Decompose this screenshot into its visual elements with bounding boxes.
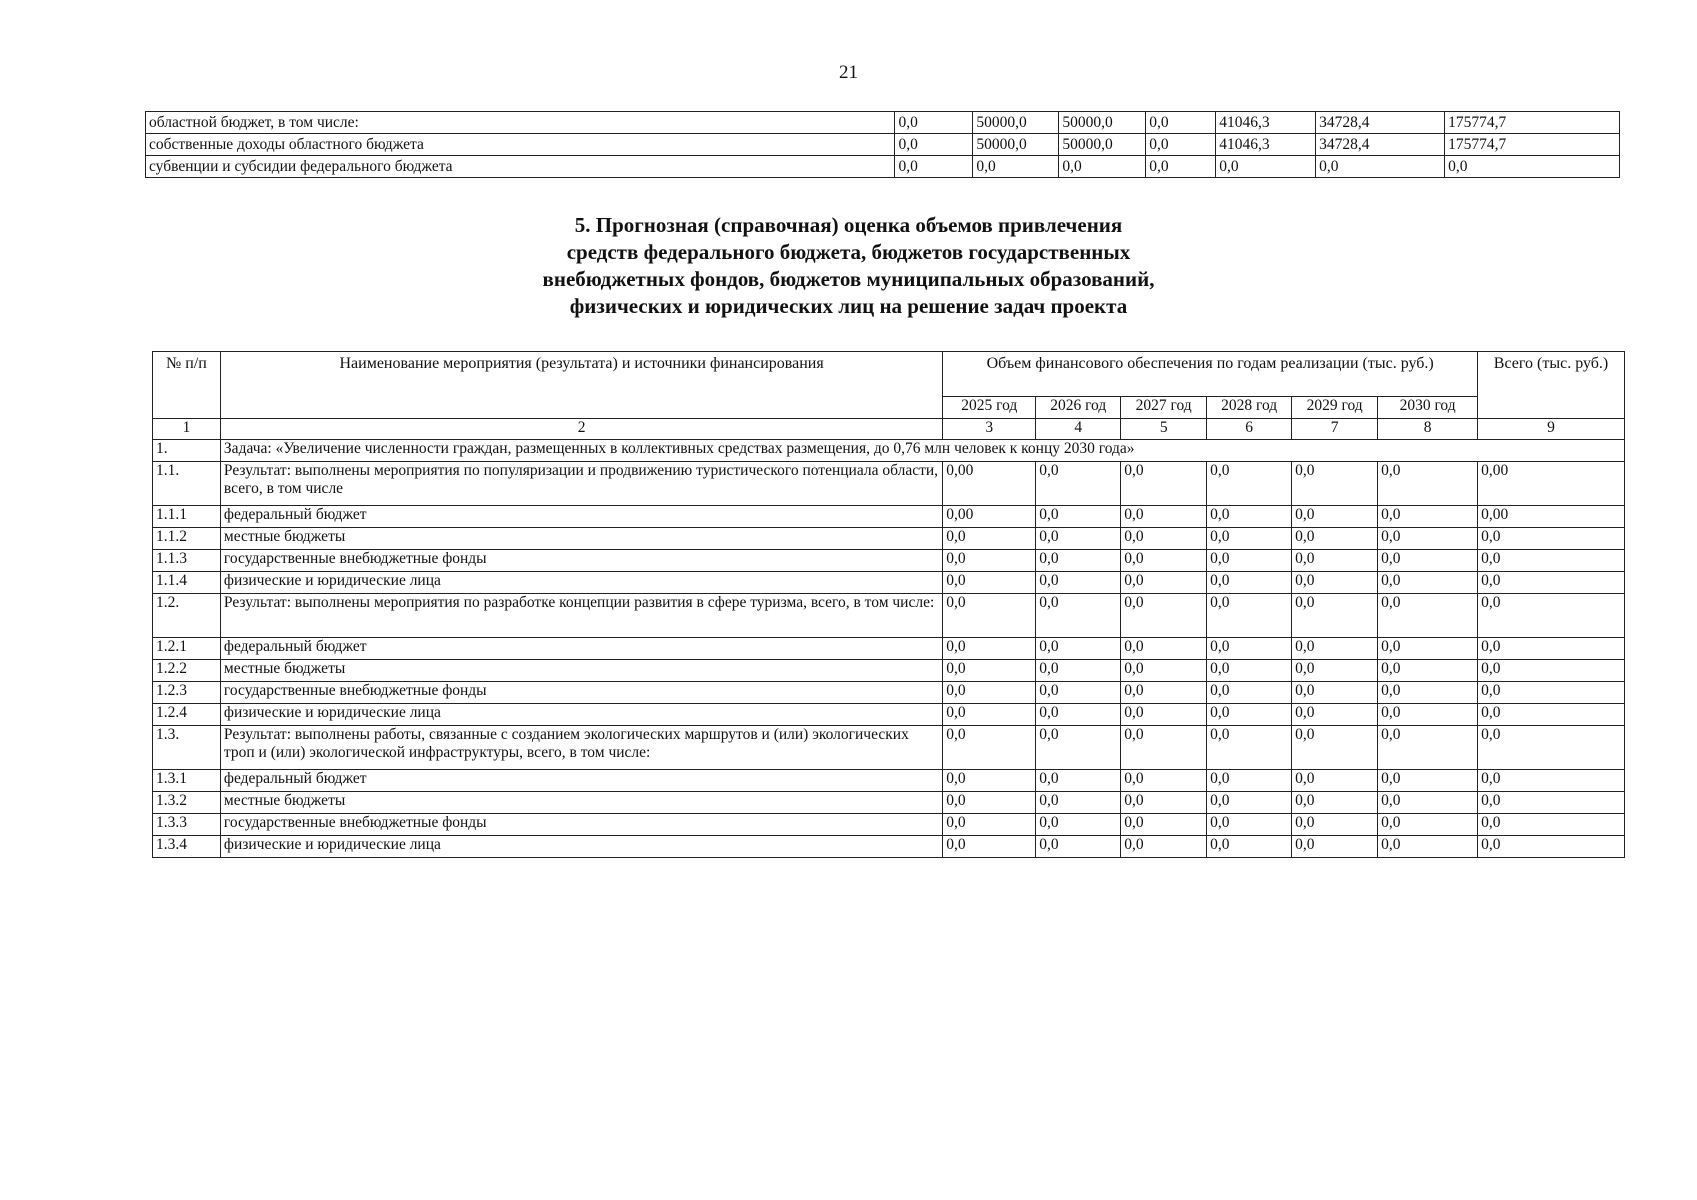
row-value: 0,0 [1121, 462, 1207, 506]
header-total: Всего (тыс. руб.) [1478, 352, 1625, 419]
table-row [153, 550, 1625, 572]
row-value: 0,0 [1292, 704, 1378, 726]
row-value: 50000,0 [973, 134, 1059, 156]
row-value: 0,0 [1292, 770, 1378, 792]
row-value: 0,0 [943, 836, 1036, 858]
row-value: 0,0 [1036, 572, 1121, 594]
row-value: 0,0 [943, 660, 1036, 682]
row-name: областной бюджет, в том числе: [146, 112, 895, 134]
row-num: 1.2.1 [153, 638, 221, 660]
row-value: 0,0 [1121, 682, 1207, 704]
row-value: 0,0 [1316, 156, 1445, 178]
header-year: 2029 год [1292, 397, 1378, 419]
row-value: 0,0 [1478, 682, 1625, 704]
row-value: 0,0 [1121, 704, 1207, 726]
row-value: 0,0 [1378, 462, 1478, 506]
row-name: федеральный бюджет [220, 770, 942, 792]
row-value: 0,0 [1036, 550, 1121, 572]
row-value: 0,0 [1292, 682, 1378, 704]
column-number: 3 [943, 419, 1036, 440]
row-value: 0,0 [1121, 770, 1207, 792]
row-value: 0,00 [1478, 506, 1625, 528]
row-value: 0,0 [1292, 792, 1378, 814]
table-row [153, 462, 1625, 506]
row-value: 0,0 [1216, 156, 1316, 178]
row-name: субвенции и субсидии федерального бюджета [146, 156, 895, 178]
row-value: 0,0 [1207, 638, 1292, 660]
row-value: 0,0 [1036, 682, 1121, 704]
row-num: 1.1.3 [153, 550, 221, 572]
row-num: 1.1.1 [153, 506, 221, 528]
header-volume: Объем финансового обеспечения по годам реализации (тыс. руб.) [943, 352, 1478, 397]
row-value: 0,0 [1478, 594, 1625, 638]
row-value: 0,0 [1378, 792, 1478, 814]
row-value: 0,0 [1207, 682, 1292, 704]
row-value: 0,0 [895, 134, 973, 156]
row-value: 0,0 [943, 704, 1036, 726]
row-value: 0,0 [1478, 726, 1625, 770]
row-value: 0,0 [1121, 836, 1207, 858]
row-value: 0,0 [1292, 726, 1378, 770]
row-value: 0,00 [943, 506, 1036, 528]
table-row [153, 506, 1625, 528]
row-value: 0,0 [1121, 792, 1207, 814]
row-value: 0,0 [1059, 156, 1146, 178]
row-value: 41046,3 [1216, 134, 1316, 156]
row-value: 0,0 [1292, 528, 1378, 550]
row-num: 1.3.1 [153, 770, 221, 792]
row-num: 1.2.2 [153, 660, 221, 682]
row-name: местные бюджеты [220, 792, 942, 814]
table-row [153, 682, 1625, 704]
row-value: 0,0 [1121, 528, 1207, 550]
row-value: 0,0 [1036, 660, 1121, 682]
table-row [153, 660, 1625, 682]
column-number: 8 [1378, 419, 1478, 440]
row-value: 34728,4 [1316, 112, 1445, 134]
row-value: 0,0 [1378, 726, 1478, 770]
row-value: 0,0 [1292, 572, 1378, 594]
table-row [146, 112, 1620, 134]
table-row [153, 770, 1625, 792]
row-value: 0,0 [1121, 814, 1207, 836]
row-value: 0,0 [1478, 660, 1625, 682]
table-row [153, 792, 1625, 814]
table-row [153, 528, 1625, 550]
row-value: 0,0 [1036, 638, 1121, 660]
table-row [153, 638, 1625, 660]
row-value: 0,0 [1478, 770, 1625, 792]
row-value: 0,0 [1036, 704, 1121, 726]
row-value: 0,0 [1292, 550, 1378, 572]
row-num: 1.1.4 [153, 572, 221, 594]
header-num: № п/п [153, 352, 221, 419]
row-name: местные бюджеты [220, 660, 942, 682]
task-text: Задача: «Увеличение численности граждан, размещенных в коллективных средствах размещения, до 0,76 млн человек к концу 2030 года» [220, 440, 1624, 462]
table-row [153, 814, 1625, 836]
section-title-line: 5. Прогнозная (справочная) оценка объемов привлечения [574, 213, 1123, 237]
row-value: 0,0 [1478, 814, 1625, 836]
row-name: местные бюджеты [220, 528, 942, 550]
row-value: 0,0 [1378, 638, 1478, 660]
row-value: 0,0 [895, 156, 973, 178]
row-num: 1.2.4 [153, 704, 221, 726]
row-value: 0,0 [943, 682, 1036, 704]
column-number: 5 [1121, 419, 1207, 440]
table-row [153, 594, 1625, 638]
row-value: 0,0 [1036, 462, 1121, 506]
row-num: 1.3.2 [153, 792, 221, 814]
row-name: Результат: выполнены работы, связанные с созданием экологических маршрутов и (или) экологических троп и (или) экологической инфраструктуры, всего, в том числе: [220, 726, 942, 770]
row-value: 0,0 [1378, 836, 1478, 858]
row-value: 0,0 [1036, 836, 1121, 858]
row-value: 0,0 [1478, 572, 1625, 594]
row-value: 0,0 [1207, 814, 1292, 836]
row-name: физические и юридические лица [220, 572, 942, 594]
row-value: 175774,7 [1445, 112, 1620, 134]
column-number: 9 [1478, 419, 1625, 440]
row-value: 0,0 [1292, 594, 1378, 638]
row-value: 0,0 [1378, 594, 1478, 638]
header-year: 2030 год [1378, 397, 1478, 419]
row-value: 0,0 [943, 792, 1036, 814]
row-name: Результат: выполнены мероприятия по разработке концепции развития в сфере туризма, всего, в том числе: [220, 594, 942, 638]
row-value: 0,0 [1378, 704, 1478, 726]
row-value: 175774,7 [1445, 134, 1620, 156]
table-row [153, 836, 1625, 858]
row-value: 0,0 [1378, 506, 1478, 528]
row-name: государственные внебюджетные фонды [220, 814, 942, 836]
header-year: 2025 год [943, 397, 1036, 419]
column-number: 2 [220, 419, 942, 440]
row-value: 0,0 [1478, 704, 1625, 726]
row-value: 0,0 [1207, 770, 1292, 792]
row-value: 41046,3 [1216, 112, 1316, 134]
row-value: 0,0 [1292, 638, 1378, 660]
row-value: 0,0 [943, 528, 1036, 550]
row-value: 0,0 [1292, 660, 1378, 682]
row-value: 0,0 [1036, 594, 1121, 638]
row-value: 0,0 [943, 770, 1036, 792]
header-year: 2028 год [1207, 397, 1292, 419]
page-number: 21 [839, 62, 858, 83]
section-title-line: физических и юридических лиц на решение задач проекта [569, 294, 1128, 318]
column-number: 6 [1207, 419, 1292, 440]
row-value: 0,0 [1207, 704, 1292, 726]
row-value: 0,0 [1207, 550, 1292, 572]
row-value: 0,0 [1146, 134, 1216, 156]
row-value: 0,0 [1378, 572, 1478, 594]
row-value: 0,0 [1378, 528, 1478, 550]
row-value: 0,0 [1146, 112, 1216, 134]
row-value: 0,0 [1121, 726, 1207, 770]
row-value: 0,0 [1121, 550, 1207, 572]
row-value: 0,0 [1478, 528, 1625, 550]
row-value: 0,0 [1292, 462, 1378, 506]
row-value: 0,0 [895, 112, 973, 134]
row-value: 0,0 [1036, 726, 1121, 770]
row-value: 50000,0 [1059, 134, 1146, 156]
table-row [146, 156, 1620, 178]
row-value: 0,0 [1292, 506, 1378, 528]
row-num: 1.2. [153, 594, 221, 638]
budget-summary-table [145, 111, 1620, 178]
row-value: 0,0 [1207, 836, 1292, 858]
column-number: 1 [153, 419, 221, 440]
table-row [146, 134, 1620, 156]
row-name: федеральный бюджет [220, 506, 942, 528]
row-name: федеральный бюджет [220, 638, 942, 660]
row-num: 1.1. [153, 462, 221, 506]
row-value: 0,0 [1036, 792, 1121, 814]
row-value: 0,0 [1121, 572, 1207, 594]
row-name: государственные внебюджетные фонды [220, 682, 942, 704]
row-value: 0,0 [943, 814, 1036, 836]
header-name: Наименование мероприятия (результата) и источники финансирования [220, 352, 942, 419]
row-name: физические и юридические лица [220, 836, 942, 858]
row-name: физические и юридические лица [220, 704, 942, 726]
row-value: 0,0 [1292, 814, 1378, 836]
row-value: 0,0 [1478, 792, 1625, 814]
table-row [153, 726, 1625, 770]
row-num: 1.1.2 [153, 528, 221, 550]
row-value: 34728,4 [1316, 134, 1445, 156]
row-value: 0,0 [1478, 638, 1625, 660]
row-value: 0,00 [1478, 462, 1625, 506]
row-value: 0,0 [1292, 836, 1378, 858]
row-value: 0,0 [1121, 638, 1207, 660]
header-year: 2026 год [1036, 397, 1121, 419]
row-value: 0,0 [943, 638, 1036, 660]
task-num: 1. [153, 440, 221, 462]
row-name: собственные доходы областного бюджета [146, 134, 895, 156]
row-value: 0,0 [1036, 528, 1121, 550]
row-value: 0,0 [1478, 550, 1625, 572]
row-num: 1.3.4 [153, 836, 221, 858]
row-value: 0,0 [1146, 156, 1216, 178]
row-value: 0,0 [1207, 572, 1292, 594]
table-row [153, 704, 1625, 726]
section-title [0, 212, 1697, 320]
row-num: 1.3. [153, 726, 221, 770]
row-num: 1.3.3 [153, 814, 221, 836]
row-value: 0,0 [1036, 814, 1121, 836]
row-value: 0,0 [1121, 594, 1207, 638]
row-value: 0,0 [1036, 770, 1121, 792]
row-value: 0,0 [1445, 156, 1620, 178]
header-year: 2027 год [1121, 397, 1207, 419]
row-value: 0,0 [943, 726, 1036, 770]
row-num: 1.2.3 [153, 682, 221, 704]
row-value: 0,0 [1121, 660, 1207, 682]
row-value: 0,0 [1378, 770, 1478, 792]
row-value: 0,0 [1378, 682, 1478, 704]
section-title-line: внебюджетных фондов, бюджетов муниципальных образований, [542, 267, 1155, 291]
row-value: 0,0 [943, 550, 1036, 572]
row-value: 0,0 [1378, 660, 1478, 682]
column-number: 4 [1036, 419, 1121, 440]
row-value: 0,0 [1207, 726, 1292, 770]
row-value: 0,0 [1036, 506, 1121, 528]
funding-table [152, 351, 1625, 858]
row-value: 0,0 [1378, 550, 1478, 572]
row-value: 0,0 [1207, 462, 1292, 506]
row-value: 0,0 [1378, 814, 1478, 836]
section-title-line: средств федерального бюджета, бюджетов государственных [566, 240, 1131, 264]
column-number: 7 [1292, 419, 1378, 440]
row-value: 0,00 [943, 462, 1036, 506]
row-value: 0,0 [1121, 506, 1207, 528]
row-value: 0,0 [1207, 792, 1292, 814]
row-value: 0,0 [973, 156, 1059, 178]
row-value: 50000,0 [1059, 112, 1146, 134]
row-value: 50000,0 [973, 112, 1059, 134]
row-value: 0,0 [1207, 594, 1292, 638]
row-value: 0,0 [1478, 836, 1625, 858]
row-value: 0,0 [1207, 506, 1292, 528]
row-value: 0,0 [1207, 660, 1292, 682]
row-name: Результат: выполнены мероприятия по популяризации и продвижению туристического потенциала области, всего, в том числе [220, 462, 942, 506]
row-name: государственные внебюджетные фонды [220, 550, 942, 572]
row-value: 0,0 [943, 594, 1036, 638]
table-row [153, 572, 1625, 594]
row-value: 0,0 [943, 572, 1036, 594]
row-value: 0,0 [1207, 528, 1292, 550]
